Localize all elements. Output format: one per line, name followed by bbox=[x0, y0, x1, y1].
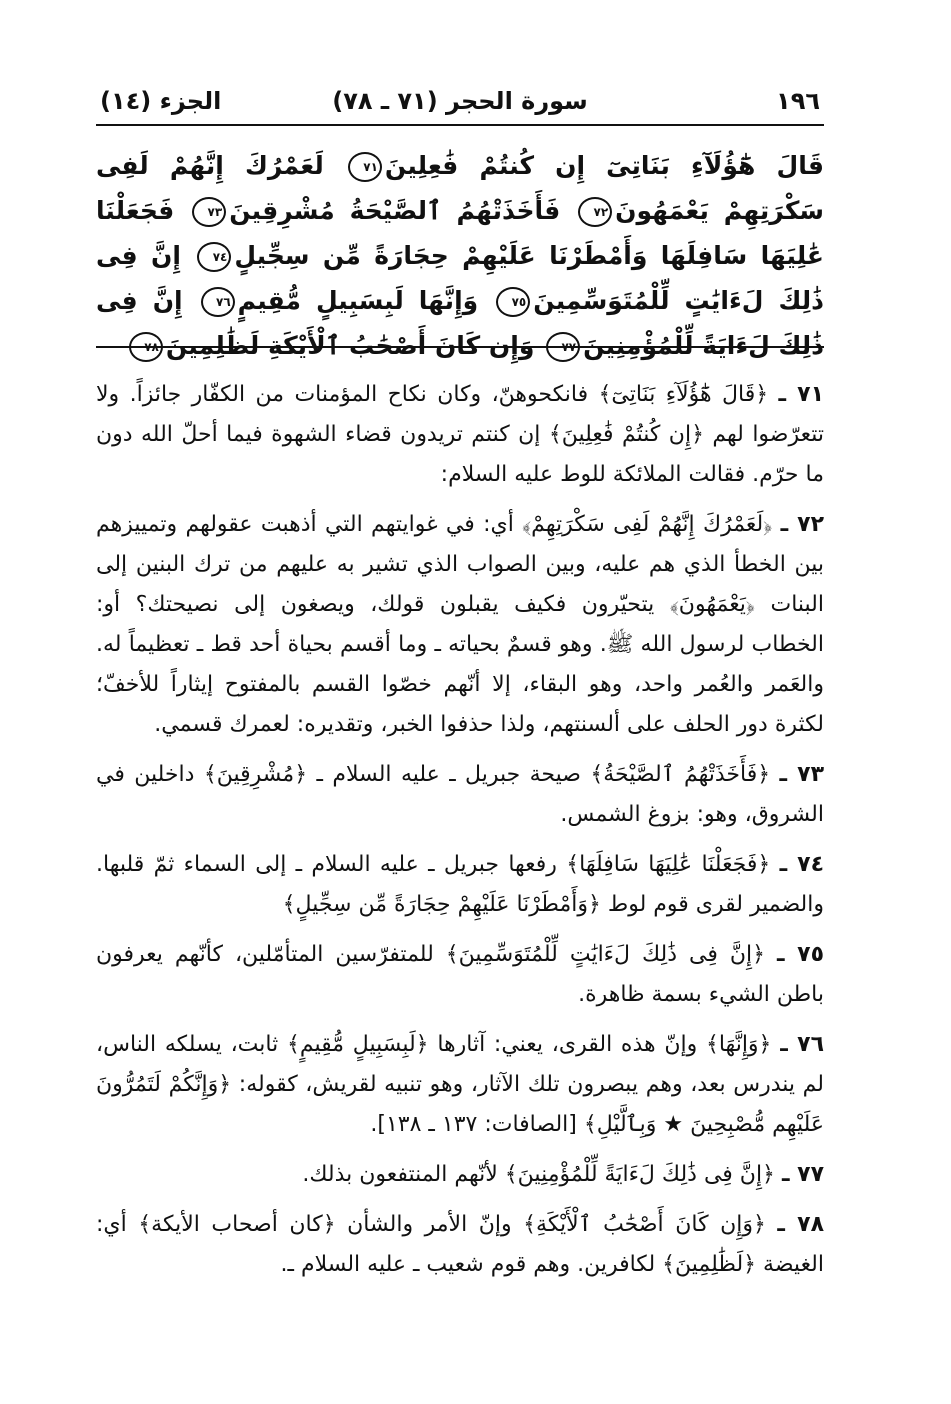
entry-text: ﴿إِنَّ فِى ذَٰلِكَ لَءَايَٰتٍ لِّلْمُتَوَسِّمِينَ﴾ للمتفرّسين المتأمّلين، كأنّهم يعرفون باطن الشيء بسمة ظاهرة. bbox=[96, 942, 824, 1007]
commentary-entry-72 bbox=[96, 505, 824, 745]
commentary-entry-75 bbox=[96, 935, 824, 1015]
ayah-number-marker: ٧٣ bbox=[192, 197, 226, 227]
entry-number: ٧٥ ـ bbox=[776, 942, 824, 967]
commentary-entry-78 bbox=[96, 1205, 824, 1285]
verse-text: فَجَعَلْنَا عَٰلِيَهَا سَافِلَهَا وَأَمْطَرْنَا عَلَيْهِمْ حِجَارَةً مِّن سِجِّيلٍ bbox=[96, 196, 824, 270]
entry-number: ٧٣ ـ bbox=[779, 762, 825, 787]
commentary-block bbox=[96, 375, 824, 1295]
entry-number: ٧٨ ـ bbox=[777, 1212, 825, 1237]
entry-text: ﴿وَإِنَّهَا﴾ وإنّ هذه القرى، يعني: آثارها ﴿لَبِسَبِيلٍ مُّقِيمٍ﴾ ثابت، يسلكه الناس، لم يندرس بعد، وهم يبصرون تلك الآثار، وهو تنبيه لقريش، كقوله: ﴿وَإِنَّكُمْ لَتَمُرُّونَ عَلَيْهِم مُّصْبِحِينَ ★ وَبِٱلَّيْلِ﴾ [الصافات: ١٣٧ ـ ١٣٨]. bbox=[96, 1032, 824, 1137]
ayah-number-marker: ٧٧ bbox=[546, 332, 580, 362]
commentary-entry-74 bbox=[96, 845, 824, 925]
ayah-number-marker: ٧٦ bbox=[201, 287, 235, 317]
verse-73 bbox=[189, 196, 560, 225]
verse-text: وَإِنَّهَا لَبِسَبِيلٍ مُّقِيمٍ bbox=[237, 286, 479, 315]
commentary-entry-73 bbox=[96, 755, 824, 835]
entry-number: ٧٧ ـ bbox=[781, 1162, 824, 1187]
surah-title: سورة الحجر (٧١ ـ ٧٨) bbox=[332, 87, 588, 115]
page-number: ١٩٦ bbox=[776, 87, 820, 115]
verse-text: وَإِن كَانَ أَصْحَٰبُ ٱلْأَيْكَةِ لَظَٰلِمِينَ bbox=[165, 331, 535, 360]
entry-number: ٧١ ـ bbox=[778, 382, 824, 407]
ayah-number-marker: ٧٨ bbox=[129, 332, 163, 362]
header-divider bbox=[96, 124, 824, 126]
page-header bbox=[96, 82, 824, 120]
juz-label: الجزء (١٤) bbox=[100, 87, 222, 115]
entry-number: ٧٤ ـ bbox=[779, 852, 824, 877]
verse-text: لَعَمْرُكَ إِنَّهُمْ لَفِى سَكْرَتِهِمْ يَعْمَهُونَ bbox=[96, 151, 824, 225]
quran-commentary-divider bbox=[96, 346, 824, 348]
verse-71 bbox=[345, 151, 824, 180]
entry-text: ﴿إِنَّ فِى ذَٰلِكَ لَءَايَةً لِّلْمُؤْمِنِينَ﴾ لأنّهم المنتفعون بذلك. bbox=[302, 1162, 775, 1187]
ayah-number-marker: ٧٢ bbox=[578, 197, 612, 227]
commentary-entry-71 bbox=[96, 375, 824, 495]
quran-text-block bbox=[96, 143, 824, 368]
page bbox=[96, 0, 824, 1404]
verse-76 bbox=[198, 286, 479, 315]
entry-number: ٧٢ ـ bbox=[780, 512, 824, 537]
verse-text: فَأَخَذَتْهُمُ ٱلصَّيْحَةُ مُشْرِقِينَ bbox=[229, 196, 561, 225]
commentary-entry-77 bbox=[96, 1155, 824, 1195]
entry-text: ﴿فَأَخَذَتْهُمُ ٱلصَّيْحَةُ﴾ صيحة جبريل ـ عليه السلام ـ ﴿مُشْرِقِينَ﴾ داخلين في الشروق، وهو: بزوغ الشمس. bbox=[96, 762, 824, 827]
entry-text: ﴿فَجَعَلْنَا عَٰلِيَهَا سَافِلَهَا﴾ رفعها جبريل ـ عليه السلام ـ إلى السماء ثمّ قلبها. والضمير لقرى قوم لوط ﴿وَأَمْطَرْنَا عَلَيْهِمْ حِجَارَةً مِّن سِجِّيلٍ﴾ bbox=[96, 852, 824, 917]
commentary-entry-76 bbox=[96, 1025, 824, 1145]
ayah-number-marker: ٧١ bbox=[348, 152, 382, 182]
entry-text: ﴿وَإِن كَانَ أَصْحَٰبُ ٱلْأَيْكَةِ﴾ وإنّ الأمر والشأن ﴿كان أصحاب الأيكة﴾ أي: الغيضة ﴿لَظَٰلِمِينَ﴾ لكافرين. وهم قوم شعيب ـ عليه السلام ـ. bbox=[96, 1212, 824, 1277]
ayah-number-marker: ٧٥ bbox=[496, 287, 530, 317]
entry-text: ﴿قَالَ هَٰٓؤُلَآءِ بَنَاتِىٓ﴾ فانكحوهنّ، وكان نكاح المؤمنات من الكفّار جائزاً. ولا تتعرّضوا لهم ﴿إِن كُنتُمْ فَٰعِلِينَ﴾ إن كنتم تريدون قضاء الشهوة فيما أحلّ الله دون ما حرّم. فقالت الملائكة للوط عليه السلام: bbox=[96, 382, 824, 487]
verse-text: إِنَّ فِى ذَٰلِكَ لَءَايَٰتٍ لِّلْمُتَوَسِّمِينَ bbox=[96, 241, 824, 315]
entry-number: ٧٦ ـ bbox=[780, 1032, 824, 1057]
entry-text: ﴿لَعَمْرُكَ إِنَّهُمْ لَفِى سَكْرَتِهِمْ﴾ أي: في غوايتهم التي أذهبت عقولهم وتمييزهم بين الخطأ الذي هم عليه، وبين الصواب الذي تشير به عليهم من ترك البنين إلى البنات ﴿يَعْمَهُونَ﴾ يتحيّرون فكيف يقبلون قولك، ويصغون إلى نصيحتك؟ أو: الخطاب لرسول الله ﷺ. وهو قسمٌ بحياته ـ وما أقسم بحياة أحد قط ـ تعظيماً له. والعَمر والعُمر واحد، وهو البقاء، إلا أنّهم خصّوا القسم بالمفتوح إيثاراً للأخفّ؛ لكثرة دور الحلف على ألسنتهم، ولذا حذفوا الخبر، وتقديره: لعمرك قسمي. bbox=[96, 512, 824, 737]
verse-text: قَالَ هَٰٓؤُلَآءِ بَنَاتِىٓ إِن كُنتُمْ فَٰعِلِينَ bbox=[384, 151, 824, 180]
verse-text: إِنَّ فِى ذَٰلِكَ لَءَايَةً لِّلْمُؤْمِنِينَ bbox=[96, 286, 824, 360]
ayah-number-marker: ٧٤ bbox=[197, 242, 231, 272]
